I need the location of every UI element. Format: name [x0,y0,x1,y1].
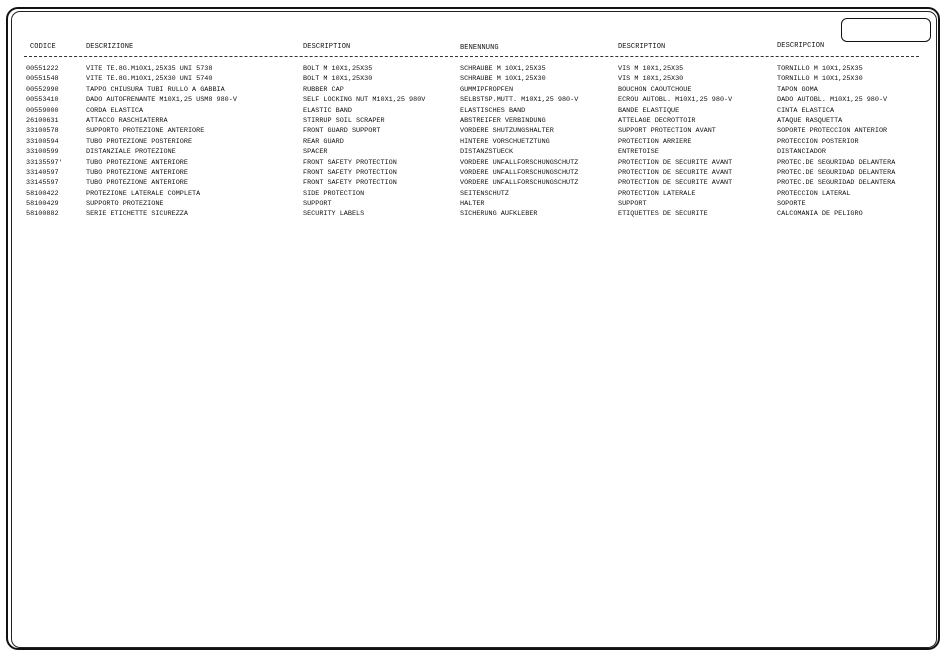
cell-desc-de: HALTER [460,200,485,209]
table-row [0,106,950,116]
header-benennung: BENENNUNG [460,44,499,52]
table-row [0,199,950,209]
cell-desc-fr: ECROU AUTOBL. M10X1,25 980-V [618,96,733,105]
cell-desc-it: TUBO PROTEZIONE ANTERIORE [86,158,188,167]
cell-desc-en: SECURITY LABELS [303,210,365,219]
cell-code: 00551222 [26,65,59,73]
cell-code: 00559000 [26,106,59,115]
cell-desc-es: SOPORTE [777,200,806,209]
cell-desc-de: ELASTISCHES BAND [460,106,526,115]
cell-desc-it: TUBO PROTEZIONE POSTERIORE [86,137,193,146]
cell-desc-de: ABSTREIFER VERBINDUNG [460,116,546,125]
cell-desc-fr: PROTECTION DE SECURITE AVANT [618,158,733,167]
cell-desc-es: TORNILLO M 10X1,25X35 [777,65,863,73]
cell-desc-en: BOLT M 10X1,25X30 [303,75,373,84]
cell-desc-fr: BANDE ELASTIQUE [618,106,680,115]
table-row [0,85,950,95]
cell-desc-it: TAPPO CHIUSURA TUBI RULLO A GABBIA [86,85,225,94]
cell-desc-en: STIRRUP SOIL SCRAPER [303,116,385,125]
table-row [0,189,950,199]
cell-desc-fr: ENTRETOISE [618,148,659,157]
cell-desc-fr: SUPPORT [618,200,647,209]
cell-desc-de: DISTANZSTUECK [460,148,514,157]
cell-desc-it: SERIE ETICHETTE SICUREZZA [86,210,188,219]
cell-desc-es: CINTA ELASTICA [777,106,835,115]
cell-code: 58100882 [26,210,59,219]
cell-desc-es: PROTEC.DE SEGURIDAD DELANTERA [777,179,896,188]
cell-desc-en: FRONT GUARD SUPPORT [303,127,381,136]
cell-desc-de: VORDERE SHUTZUNGSHALTER [460,127,554,136]
cell-desc-en: RUBBER CAP [303,85,344,94]
cell-desc-en: BOLT M 10X1,25X35 [303,65,373,73]
cell-desc-es: DADO AUTOBL. M10X1,25 980-V [777,96,888,105]
cell-desc-en: REAR GUARD [303,137,344,146]
cell-desc-de: SICHERUNG AUFKLEBER [460,210,538,219]
header-codice: CODICE [30,43,56,51]
cell-desc-es: TORNILLO M 10X1,25X30 [777,75,863,84]
cell-desc-fr: SUPPORT PROTECTION AVANT [618,127,716,136]
cell-desc-es: SOPORTE PROTECCION ANTERIOR [777,127,888,136]
cell-desc-de: VORDERE UNFALLFORSCHUNGSCHUTZ [460,168,579,177]
table-row [0,178,950,188]
cell-desc-it: SUPPORTO PROTEZIONE [86,200,164,209]
cell-desc-it: TUBO PROTEZIONE ANTERIORE [86,179,188,188]
cell-desc-de: SCHRAUBE M 10X1,25X30 [460,75,546,84]
cell-code: 33135597' [26,158,63,167]
cell-desc-en: SELF LOCKING NUT M10X1,25 980V [303,96,426,105]
cell-desc-fr: PROTECTION LATERALE [618,189,696,198]
cell-desc-de: HINTERE VORSCHUETZTUNG [460,137,550,146]
cell-desc-it: VITE TE.8G.M10X1,25X35 UNI 5738 [86,65,213,73]
cell-code: 33100594 [26,137,59,146]
cell-desc-it: ATTACCO RASCHIATERRA [86,116,168,125]
cell-desc-en: SPACER [303,148,328,157]
cell-desc-de: SCHRAUBE M 10X1,25X35 [460,65,546,73]
cell-code: 00553410 [26,96,59,105]
cell-desc-en: ELASTIC BAND [303,106,352,115]
cell-desc-es: CALCOMANIA DE PELIGRO [777,210,863,219]
table-row [0,168,950,178]
cell-desc-de: GUMMIPFROPFEN [460,85,514,94]
cell-code: 33140597 [26,168,59,177]
header-description-en: DESCRIPTION [303,43,351,51]
table-row [0,64,950,74]
table-row [0,95,950,105]
cell-desc-it: PROTEZIONE LATERALE COMPLETA [86,189,201,198]
cell-desc-es: PROTEC.DE SEGURIDAD DELANTERA [777,168,896,177]
cell-desc-de: SELBSTSP.MUTT. M10X1,25 980-V [460,96,579,105]
cell-desc-es: DISTANCIADOR [777,148,826,157]
cell-desc-fr: VIS M 10X1,25X35 [618,65,684,73]
cell-desc-en: FRONT SAFETY PROTECTION [303,179,397,188]
header-divider [24,56,919,57]
cell-desc-fr: ETIQUETTES DE SECURITE [618,210,708,219]
cell-desc-it: CORDA ELASTICA [86,106,144,115]
cell-desc-de: SEITENSCHUTZ [460,189,509,198]
cell-desc-fr: VIS M 10X1,25X30 [618,75,684,84]
header-descripcion: DESCRIPCION [777,42,825,50]
cell-code: 58100429 [26,200,59,209]
cell-desc-es: ATAQUE RASQUETTA [777,116,843,125]
cell-desc-es: PROTECCION POSTERIOR [777,137,859,146]
table-row [0,209,950,219]
cell-code: 00551548 [26,75,59,84]
table-row [0,74,950,84]
cell-desc-it: TUBO PROTEZIONE ANTERIORE [86,168,188,177]
cell-desc-es: PROTECCION LATERAL [777,189,851,198]
cell-desc-es: PROTEC.DE SEGURIDAD DELANTERA [777,158,896,167]
cell-desc-en: FRONT SAFETY PROTECTION [303,168,397,177]
cell-desc-en: SUPPORT [303,200,332,209]
header-description-fr: DESCRIPTION [618,43,666,51]
cell-desc-de: VORDERE UNFALLFORSCHUNGSCHUTZ [460,158,579,167]
cell-desc-fr: PROTECTION ARRIERE [618,137,692,146]
cell-desc-es: TAPON GOMA [777,85,818,94]
cell-desc-fr: PROTECTION DE SECURITE AVANT [618,179,733,188]
cell-desc-fr: ATTELAGE DECROTTOIR [618,116,696,125]
table-row [0,137,950,147]
cell-desc-it: DISTANZIALE PROTEZIONE [86,148,176,157]
cell-desc-fr: PROTECTION DE SECURITE AVANT [618,168,733,177]
cell-code: 33100578 [26,127,59,136]
parts-table-body [0,64,950,220]
cell-desc-de: VORDERE UNFALLFORSCHUNGSCHUTZ [460,179,579,188]
cell-code: 33145597 [26,179,59,188]
cell-code: 00552990 [26,85,59,94]
cell-desc-it: SUPPORTO PROTEZIONE ANTERIORE [86,127,205,136]
table-row [0,126,950,136]
cell-code: 58100422 [26,189,59,198]
cell-desc-fr: BOUCHON CAOUTCHOUE [618,85,692,94]
table-row [0,116,950,126]
cell-desc-en: FRONT SAFETY PROTECTION [303,158,397,167]
table-row [0,158,950,168]
table-row [0,147,950,157]
cell-code: 33100599 [26,148,59,157]
cell-code: 26100631 [26,116,59,125]
cell-desc-it: VITE TE.8G.M10X1,25X30 UNI 5740 [86,75,213,84]
cell-desc-it: DADO AUTOFRENANTE M10X1,25 USM8 980-V [86,96,237,105]
header-descrizione: DESCRIZIONE [86,43,134,51]
cell-desc-en: SIDE PROTECTION [303,189,365,198]
